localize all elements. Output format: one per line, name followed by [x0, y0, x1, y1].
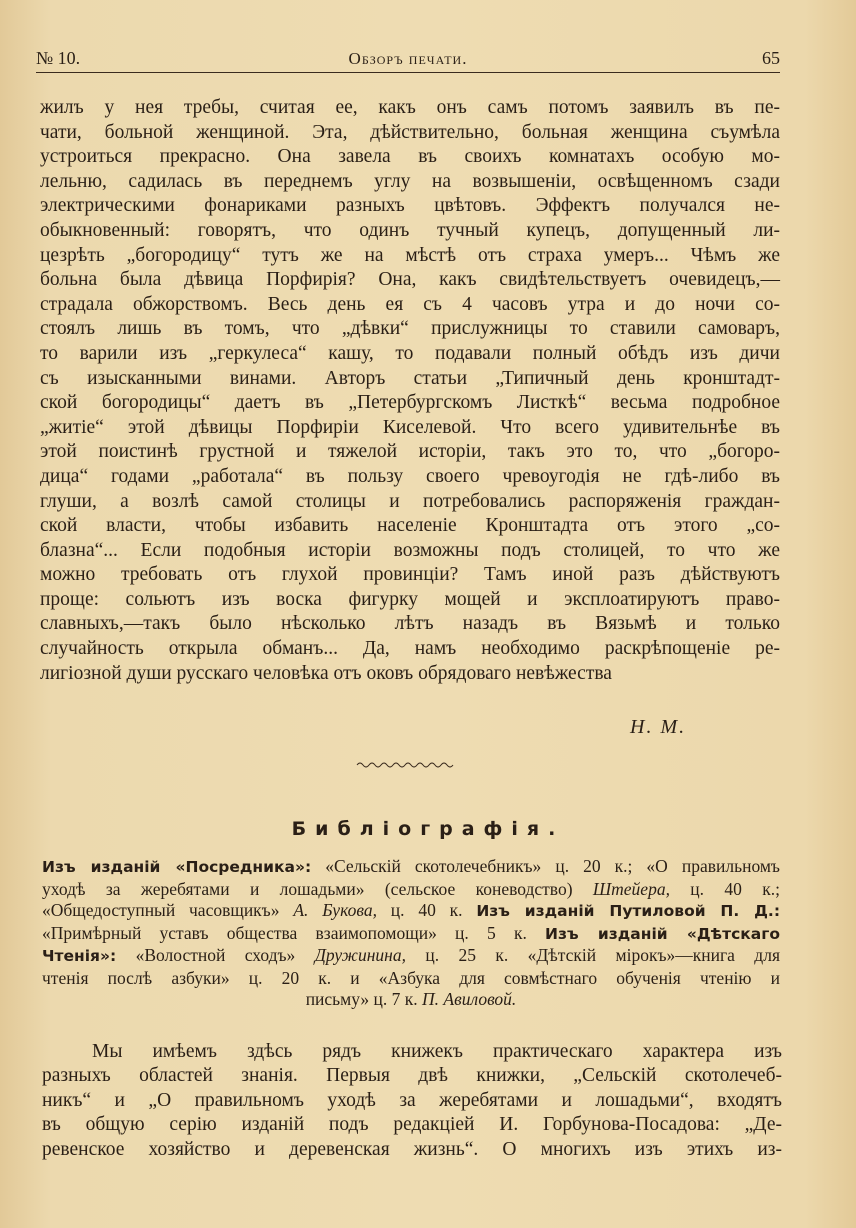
bib-line: Изъ изданій «Посредника»: «Сельскій скотолечебникъ» ц. 20 к.; «О правильномъ — [42, 856, 780, 876]
text-line: блазна“... Если подобныя исторіи возможны подъ столицей, то что же — [40, 539, 780, 561]
text-line: лельню, садилась въ переднемъ углу на возвышеніи, освѣщенномъ сзади — [40, 170, 780, 192]
text-line: устроиться прекрасно. Она завела въ своихъ комнатахъ особую мо- — [40, 146, 780, 168]
text-line: стоялъ лишь въ томъ, что „дѣвки“ прислужницы то ставили самоваръ, — [40, 318, 780, 340]
text-line: можно требовать отъ глухой провинціи? Тамъ иной разъ дѣйствуютъ — [40, 564, 780, 586]
author-signature: Н. М. — [630, 716, 687, 738]
text-line: цезрѣть „богородицу“ тутъ же на мѣстѣ отъ страха умеръ... Чѣмъ же — [40, 244, 780, 266]
text-line: проще: сольютъ изъ воска фигурку мощей и эксплоатируютъ право- — [40, 588, 780, 610]
text-line: больна была дѣвица Порфирія? Она, какъ свидѣтельствуетъ очевидецъ,— — [40, 269, 780, 291]
running-title: Обзоръ печати. — [348, 49, 468, 68]
text-line: ской богородицы“ даетъ въ „Петербургскомъ Листкѣ“ весьма подробное — [40, 392, 780, 414]
text-line: съ изысканными винами. Авторъ статьи „Типичный день кронштадт- — [40, 367, 780, 389]
issue-number: № 10. — [36, 48, 81, 68]
text-line: ской власти, чтобы избавить населеніе Кронштадта отъ этого „со- — [40, 515, 780, 537]
text-line: славныхъ,—такъ было нѣсколько лѣтъ назадъ въ Вязьмѣ и только — [40, 613, 780, 635]
header-rule — [36, 72, 780, 73]
text-line: въ общую серію изданій подъ редакціей И. Горбунова-Посадова: „Де- — [42, 1114, 782, 1136]
review-paragraph — [42, 1040, 782, 1162]
wavy-divider — [355, 760, 455, 770]
section-heading: Библіографія. — [291, 818, 565, 840]
bib-line: «Общедоступный часовщикъ» А. Букова, ц. 40 к. Изъ изданій Путиловой П. Д.: — [42, 900, 781, 920]
text-line: обыкновенный: говорятъ, что одинъ тучный купецъ, допущенный ли- — [40, 219, 780, 241]
text-line: ревенское хозяйство и деревенская жизнь“. О многихъ изъ этихъ из- — [42, 1138, 782, 1160]
bib-line: «Примѣрный уставъ общества взаимопомощи» ц. 5 к. Изъ изданій «Дѣтскаго — [42, 922, 780, 943]
article-text — [40, 96, 780, 686]
text-line: жилъ у нея требы, считая ее, какъ онъ самъ потомъ заявилъ въ пе- — [40, 97, 780, 118]
text-line: чати, больной женщиной. Эта, дѣйствительно, больная женщина съумѣла — [40, 121, 780, 143]
text-line: то варили изъ „геркулеса“ кашу, то подавали полный обѣдъ изъ дичи — [40, 342, 780, 364]
page-header — [36, 46, 780, 76]
text-line: глуши, а возлѣ самой столицы и потребовались распоряженія граждан- — [40, 490, 780, 512]
text-line: дица“ годами „работала“ въ пользу своего чревоугодія не гдѣ-либо въ — [40, 465, 780, 487]
text-line: никъ“ и „О правильномъ уходѣ за жеребятами и лошадьми“, входятъ — [42, 1089, 782, 1111]
bib-line: письму» ц. 7 к. П. Авиловой. — [305, 989, 517, 1009]
text-line: Мы имѣемъ здѣсь рядъ книжекъ практическаго характера изъ — [92, 1041, 782, 1062]
text-line: лигіозной души русскаго человѣка отъ оковъ обрядоваго невѣжества — [40, 662, 612, 684]
text-line: этой поистинѣ грустной и тяжелой исторіи, такъ это то, что „богоро- — [40, 441, 780, 463]
text-line: разныхъ областей знанія. Первыя двѣ книжки, „Сельскій скотолечеб- — [42, 1065, 782, 1087]
bib-line: Чтенія»: «Волостной сходъ» Дружинина, ц. 25 к. «Дѣтскій мірокъ»—книга для — [42, 945, 780, 965]
text-line: страдала обжорствомъ. Весь день ея съ 4 часовъ утра и до ночи со- — [40, 293, 780, 315]
text-line: случайность открыла обманъ... Да, намъ необходимо раскрѣпощеніе ре- — [40, 638, 780, 660]
text-line: электрическими фонариками разныхъ цвѣтовъ. Эффектъ получался не- — [40, 195, 780, 217]
text-line: „житіе“ этой дѣвицы Порфиріи Киселевой. Что всего удивительнѣе въ — [40, 416, 780, 438]
bib-line: чтенія послѣ азбуки» ц. 20 к. и «Азбука для совмѣстнаго обученія чтенію и — [42, 967, 780, 988]
page-number: 65 — [762, 48, 780, 68]
bibliography-entry — [42, 856, 780, 1011]
bib-line: уходѣ за жеребятами и лошадьми» (сельское коневодство) Штейера, ц. 40 к.; — [42, 878, 781, 899]
